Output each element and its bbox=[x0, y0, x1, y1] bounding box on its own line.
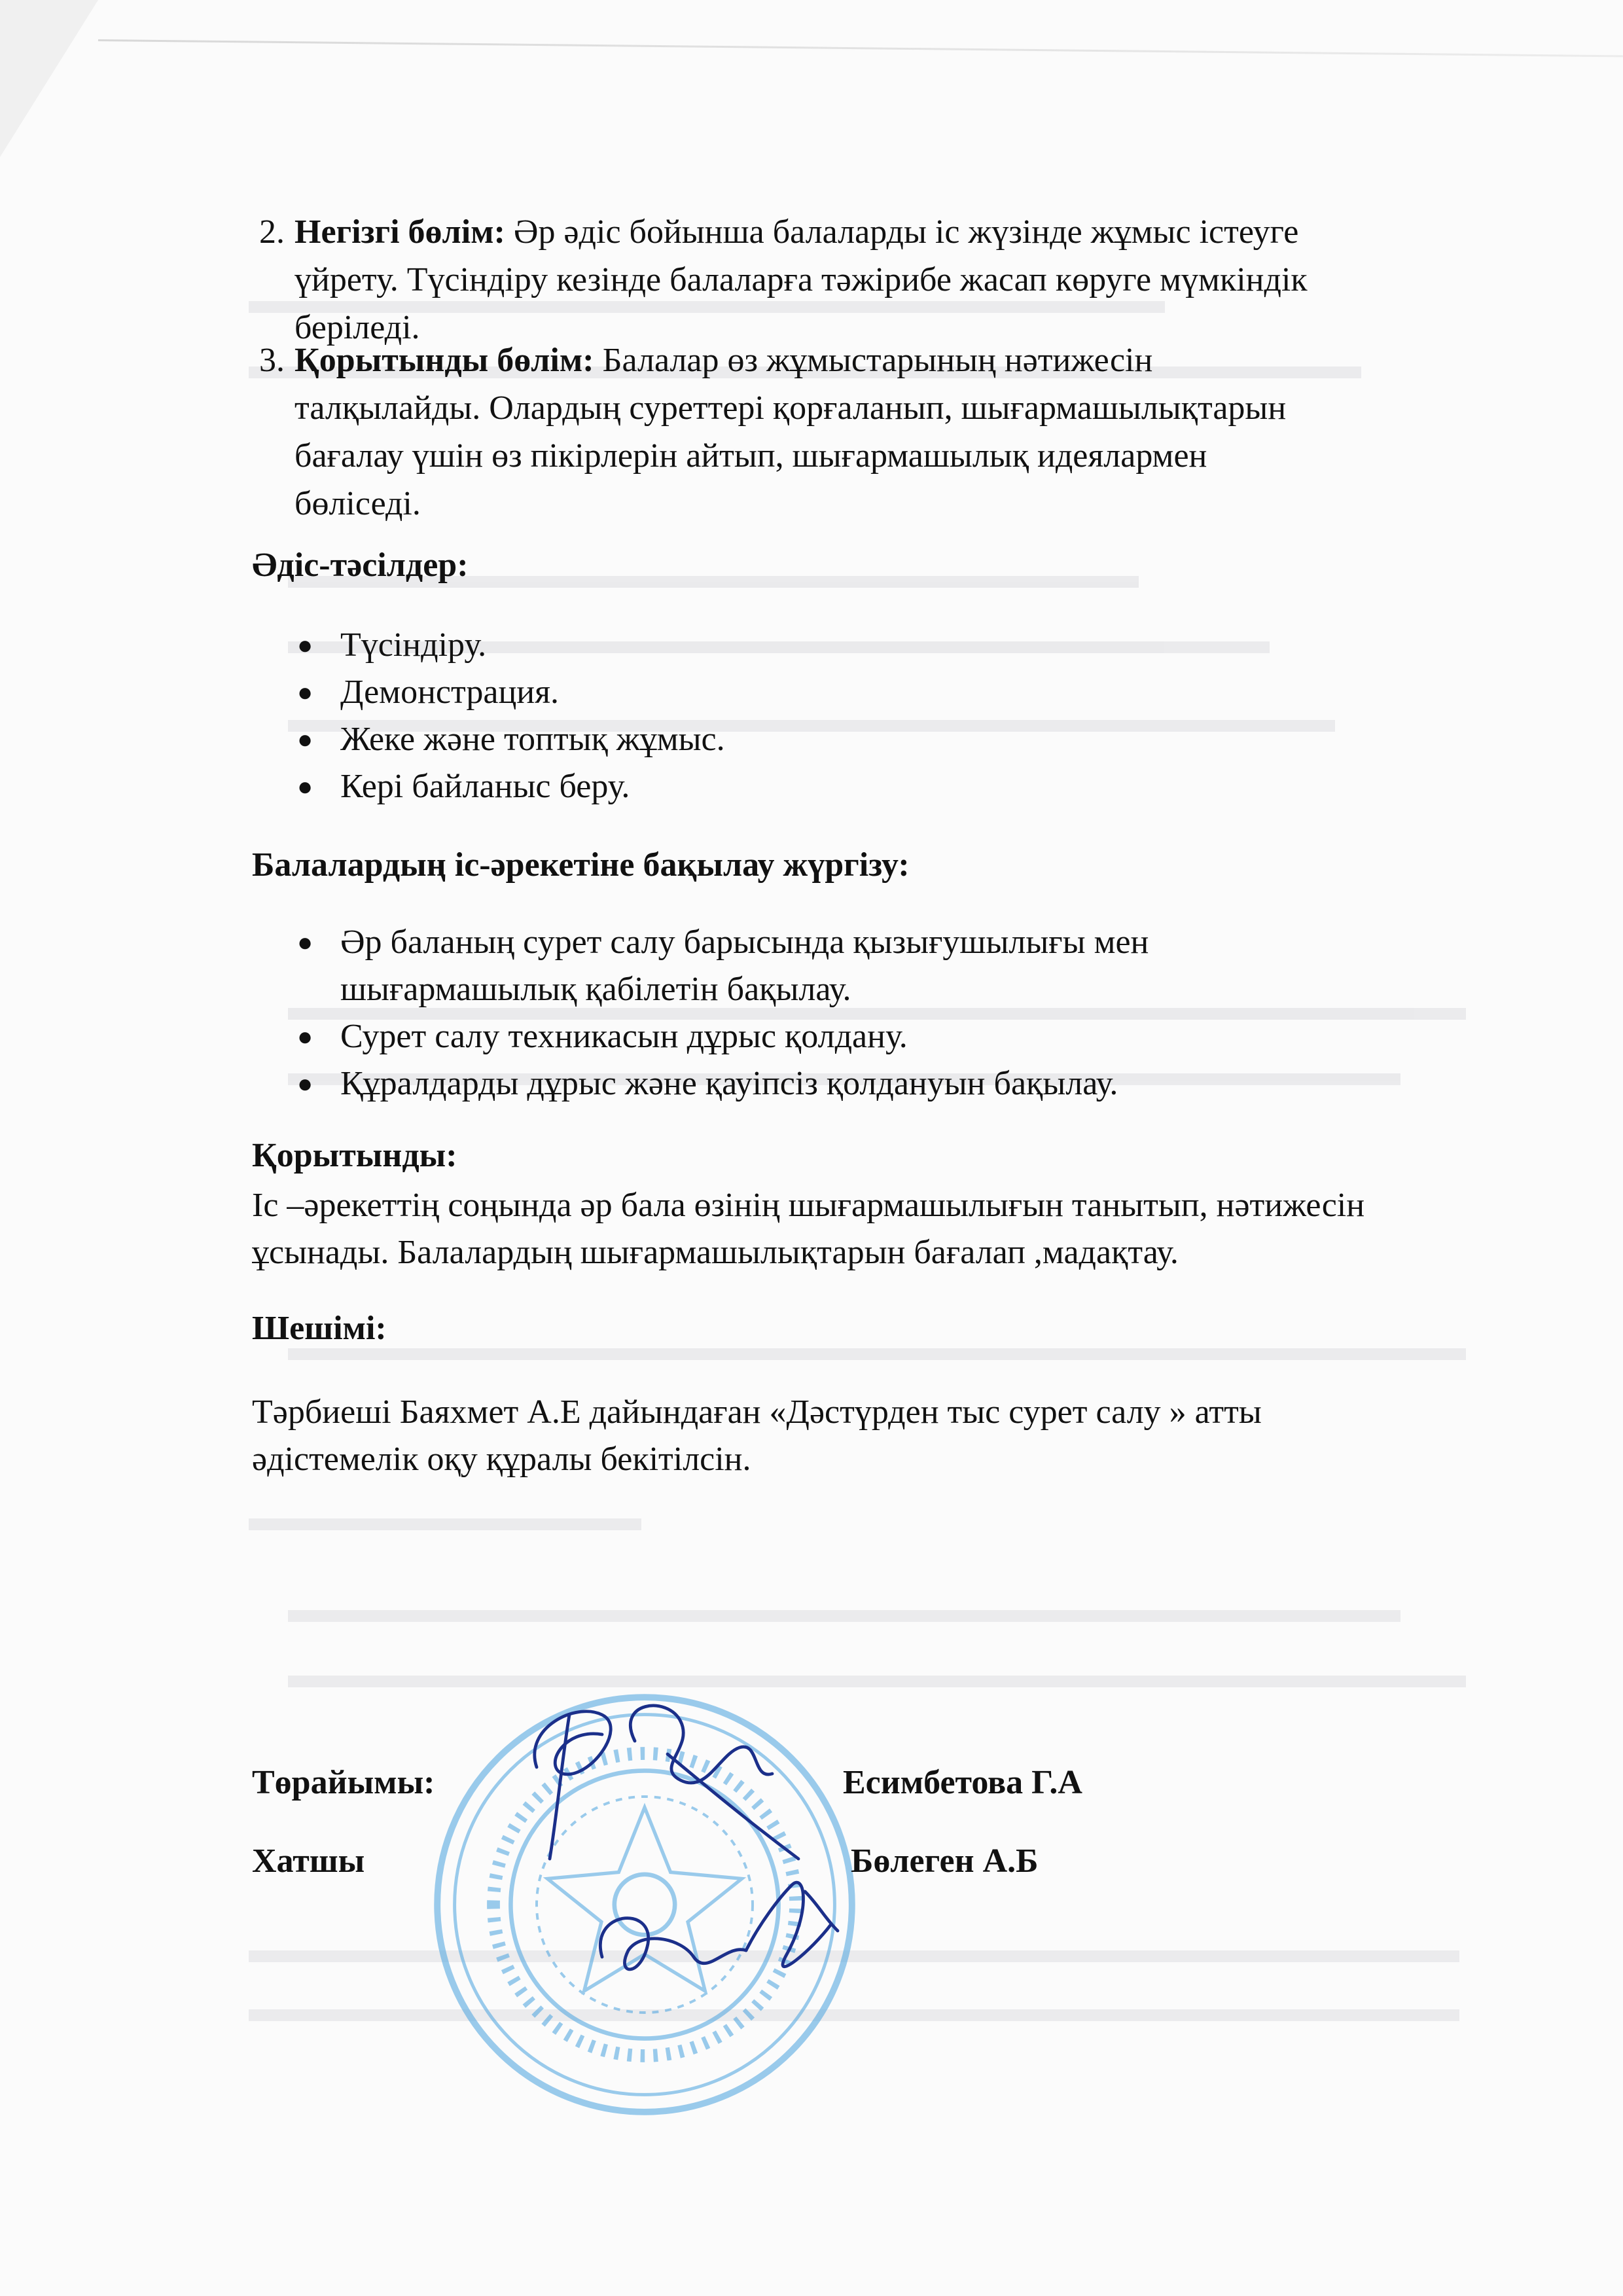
main-part-item bbox=[259, 208, 1472, 351]
list-item: ● Жеке және топтық жұмыс. bbox=[340, 716, 1518, 763]
bullet-icon: ● bbox=[297, 725, 313, 754]
conclusion-part-line-2: талқылайды. Олардың суреттері қорғаланып, шығармашылықтарын bbox=[294, 389, 1287, 427]
main-part-title: Негізгі бөлім: bbox=[294, 213, 505, 251]
conclusion-text bbox=[252, 1182, 1528, 1276]
methods-heading: Әдіс-тәсілдер: bbox=[252, 547, 469, 584]
list-item: ● Әр баланың сурет салу барысында қызығушылығы мен шығармашылық қабілетін бақылау. bbox=[340, 919, 1518, 1013]
monitoring-list bbox=[297, 919, 1518, 1107]
main-part-line-3: беріледі. bbox=[294, 309, 420, 346]
chair-name: Есимбетова Г.А bbox=[843, 1764, 1082, 1801]
main-part-text: Әр әдіс бойынша балаларды іс жүзінде жұмыс істеуге bbox=[505, 213, 1299, 251]
bullet-icon: ● bbox=[297, 677, 313, 707]
conclusion-part-item bbox=[259, 336, 1472, 528]
list-item: ● Демонстрация. bbox=[340, 669, 1518, 716]
item-number: 3. bbox=[259, 342, 285, 379]
conclusion-line-1: Іс –әрекеттің соңында әр бала өзінің шығармашылығын танытып, нәтижесін bbox=[252, 1187, 1365, 1224]
decision-line-2: әдістемелік оқу құралы бекітілсін. bbox=[252, 1441, 751, 1478]
scan-shadow-corner bbox=[0, 0, 98, 157]
main-part-line-2: үйрету. Түсіндіру кезінде балаларға тәжірибе жасап көруге мүмкіндік bbox=[294, 261, 1308, 298]
bullet-icon: ● bbox=[297, 1022, 313, 1051]
scan-edge-line bbox=[98, 39, 1623, 57]
decision-heading: Шешімі: bbox=[252, 1310, 387, 1347]
list-item: ● Кері байланыс беру. bbox=[340, 763, 1518, 810]
chair-label: Төрайымы: bbox=[252, 1764, 435, 1801]
item-number: 2. bbox=[259, 213, 285, 251]
decision-line-1: Тәрбиеші Баяхмет А.Е дайындаған «Дәстүрден тыс сурет салу » атты bbox=[252, 1393, 1262, 1431]
handwritten-signature-icon bbox=[510, 1676, 877, 2042]
bullet-icon: ● bbox=[297, 1069, 313, 1098]
secretary-label: Хатшы bbox=[252, 1842, 365, 1880]
conclusion-line-2: ұсынады. Балалардың шығармашылықтарын бағалап ,мадақтау. bbox=[252, 1234, 1179, 1271]
bullet-icon: ● bbox=[297, 630, 313, 660]
methods-list bbox=[297, 622, 1518, 810]
conclusion-part-line-1 bbox=[294, 336, 1472, 384]
bullet-icon: ● bbox=[297, 927, 313, 957]
conclusion-part-line-3: бағалау үшін өз пікірлерін айтып, шығармашылық идеялармен bbox=[294, 437, 1207, 475]
list-item: ● Сурет салу техникасын дұрыс қолдану. bbox=[340, 1013, 1518, 1060]
main-part-line-1 bbox=[294, 208, 1472, 256]
secretary-name: Бөлеген А.Б bbox=[851, 1842, 1039, 1880]
list-item: ● Құралдарды дұрыс және қауіпсіз қолдануын бақылау. bbox=[340, 1060, 1518, 1107]
monitoring-heading: Балалардың іс-әрекетіне бақылау жүргізу: bbox=[252, 846, 910, 884]
conclusion-part-text: Балалар өз жұмыстарының нәтижесін bbox=[594, 342, 1153, 379]
conclusion-part-title: Қорытынды бөлім: bbox=[294, 342, 594, 379]
list-item: ● Түсіндіру. bbox=[340, 622, 1518, 669]
decision-text bbox=[252, 1389, 1528, 1483]
conclusion-part-line-4: бөліседі. bbox=[294, 485, 421, 522]
bullet-icon: ● bbox=[297, 772, 313, 801]
conclusion-heading: Қорытынды: bbox=[252, 1137, 457, 1174]
